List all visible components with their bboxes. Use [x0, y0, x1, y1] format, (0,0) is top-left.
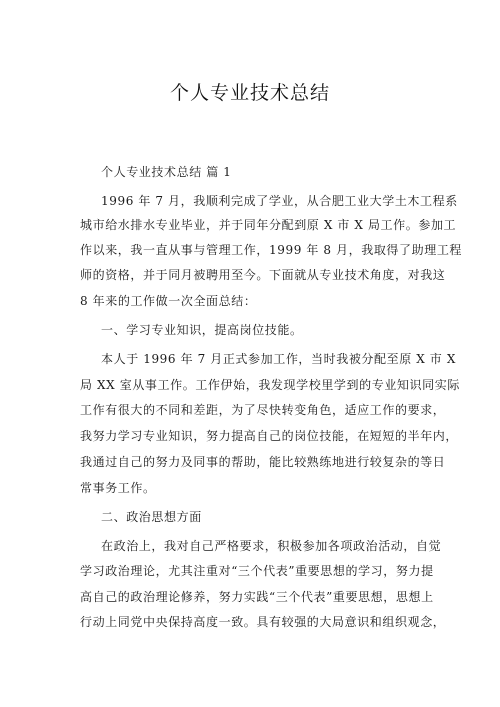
paragraph-line: 我通过自己的努力及同事的帮助，能比较熟练地进行较复杂的等日: [80, 455, 446, 469]
subheading: 二、政治思想方面: [101, 510, 202, 524]
paragraph-line: 行动上同党中央保持高度一致。具有较强的大局意识和组织观念，: [80, 615, 446, 629]
paragraph-line: 在政治上，我对自己严格要求，积极参加各项政治活动，自觉: [101, 539, 442, 553]
paragraph-line: 常事务工作。: [80, 481, 156, 495]
section-heading: 个人专业技术总结 篇 1: [101, 165, 232, 179]
paragraph-line: 高自己的政治理论修养，努力实践“三个代表”重要思想，思想上: [80, 590, 434, 604]
paragraph-line: 作以来，我一直从事与管理工作，1999 年 8 月，我取得了助理工程: [80, 243, 463, 257]
paragraph-line: 本人于 1996 年 7 月正式参加工作，当时我被分配至原 X 市 X: [101, 352, 456, 366]
document-title: 个人专业技术总结: [169, 82, 330, 104]
paragraph-line: 我努力学习专业知识，努力提高自己的岗位技能，在短短的半年内，: [80, 429, 459, 443]
paragraph-line: 1996 年 7 月，我顺利完成了学业，从合肥工业大学土木工程系: [101, 194, 458, 208]
subheading: 一、学习专业知识，提高岗位技能。: [101, 323, 303, 337]
paragraph-line: 城市给水排水专业毕业，并于同年分配到原 X 市 X 局工作。参加工: [80, 218, 457, 232]
paragraph-line: 师的资格，并于同月被聘用至今。下面就从专业技术角度，对我这: [80, 268, 446, 282]
paragraph-line: 学习政治理论，尤其注重对“三个代表”重要思想的学习，努力提: [80, 564, 434, 578]
paragraph-line: 局 XX 室从事工作。工作伊始，我发现学校里学到的专业知识同实际: [80, 378, 460, 392]
paragraph-line: 8 年来的工作做一次全面总结：: [80, 294, 257, 308]
paragraph-line: 工作有很大的不同和差距，为了尽快转变角色，适应工作的要求，: [80, 403, 446, 417]
